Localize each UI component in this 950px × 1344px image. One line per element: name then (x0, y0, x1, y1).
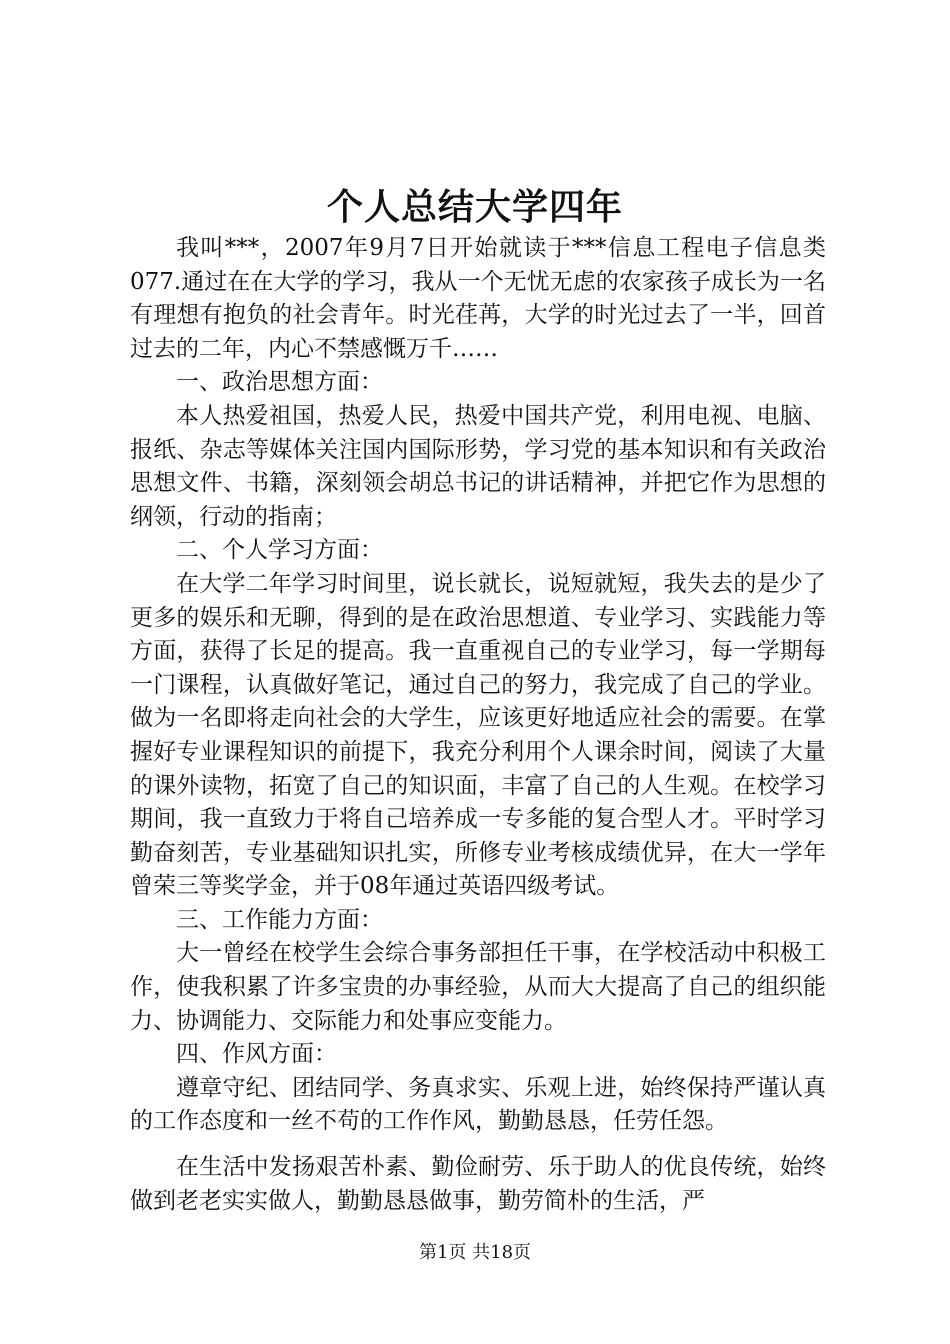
paragraph-work: 大一曾经在校学生会综合事务部担任干事，在学校活动中积极工作，使我积累了许多宝贵的办事经验，从而大大提高了自己的组织能力、协调能力、交际能力和处事应变能力。 (130, 940, 826, 1034)
section-heading-study: 二、个人学习方面： (176, 537, 383, 564)
paragraph-politics: 本人热爱祖国，热爱人民，热爱中国共产党，利用电视、电脑、报纸、杂志等媒体关注国内国际形势，学习党的基本知识和有关政治思想文件、书籍，深刻领会胡总书记的讲话精神，并把它作为思想的纲领，行动的指南； (130, 402, 826, 530)
paragraph-intro: 我叫***，2007年9月7日开始就读于***信息工程电子信息类077.通过在在大学的学习，我从一个无忧无虑的农家孩子成长为一名有理想有抱负的社会青年。时光荏苒，大学的时光过去了一半，回首过去的二年，内心不禁感慨万千…… (130, 235, 826, 362)
section-heading-politics: 一、政治思想方面： (176, 369, 383, 396)
document-title: 个人总结大学四年 (326, 186, 623, 228)
paragraph-style: 遵章守纪、团结同学、务真求实、乐观上进，始终保持严谨认真的工作态度和一丝不苟的工作作风，勤勤恳恳，任劳任怨。 (130, 1074, 826, 1135)
paragraph-life: 在生活中发扬艰苦朴素、勤俭耐劳、乐于助人的优良传统，始终做到老老实实做人，勤勤恳恳做事，勤劳简朴的生活，严 (130, 1154, 826, 1214)
document-body (130, 232, 826, 1218)
section-heading-style: 四、作风方面： (176, 1041, 337, 1068)
page-number-footer: 第1页 共18页 (418, 1242, 532, 1263)
section-heading-work: 三、工作能力方面： (176, 906, 383, 933)
paragraph-study: 在大学二年学习时间里，说长就长，说短就短，我失去的是少了更多的娱乐和无聊，得到的是在政治思想道、专业学习、实践能力等方面，获得了长足的提高。我一直重视自己的专业学习，每一学期每一门课程，认真做好笔记，通过自己的努力，我完成了自己的学业。做为一名即将走向社会的大学生，应该更好地适应社会的需要。在掌握好专业课程知识的前提下，我充分利用个人课余时间，阅读了大量的课外读物，拓宽了自己的知识面，丰富了自己的人生观。在校学习期间，我一直致力于将自己培养成一专多能的复合型人才。平时学习勤奋刻苦，专业基础知识扎实，所修专业考核成绩优异，在大一学年曾荣三等奖学金，并于08年通过英语四级考试。 (130, 570, 826, 900)
